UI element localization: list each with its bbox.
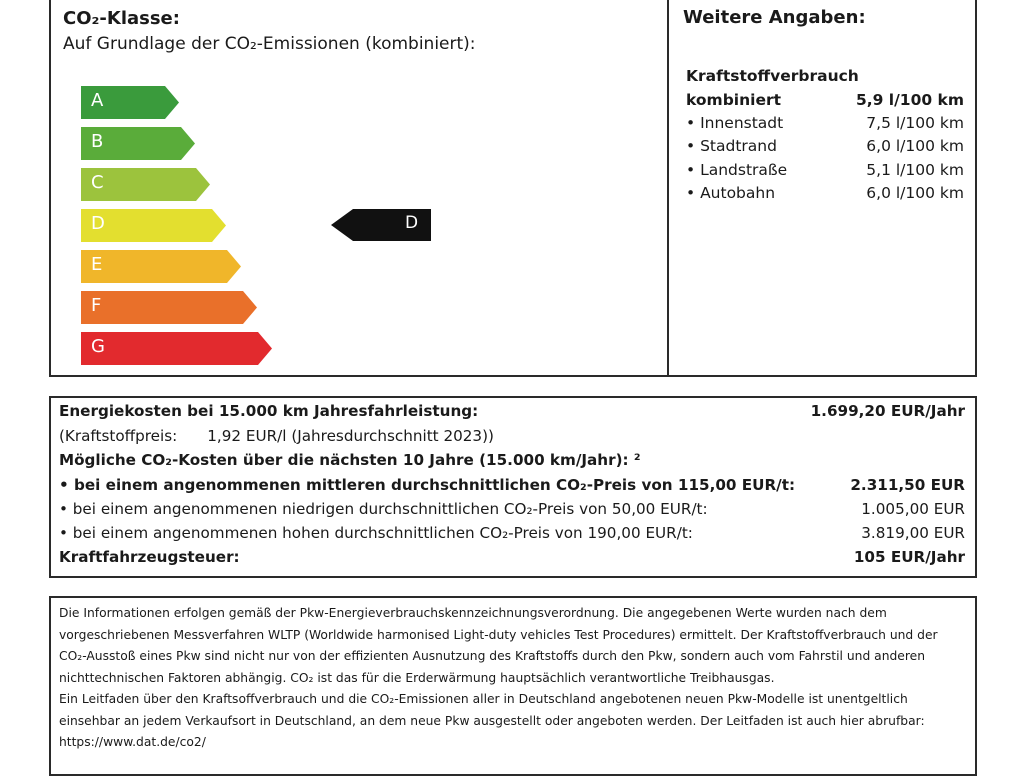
energy-costs-row: [59, 402, 965, 420]
legal-note-paragraph: Ein Leitfaden über den Kraftsoffverbrauch und die CO₂-Emissionen aller in Deutschland angebotenen neuen Pkw-Modelle ist unentgeltlich einsehbar an jedem Verkaufsort in Deutschland, an dem neue Pkw ausgestellt oder angeboten werden. Der Leitfaden ist auch hier abrufbar: https://www.dat.de/co2/: [59, 692, 925, 749]
co2-cost-mid-row: [59, 476, 965, 494]
co2-class-bar-f: [81, 291, 257, 324]
co2-class-letter: B: [91, 131, 104, 152]
co2-class-bar-e: [81, 250, 241, 283]
fuel-row-label: • Autobahn: [686, 184, 776, 202]
co2-class-letter: A: [91, 90, 104, 111]
energy-costs-label: Energiekosten bei 15.000 km Jahresfahrleistung:: [59, 402, 479, 420]
co2-cost-mid-label: • bei einem angenommenen mittleren durchschnittlichen CO₂-Preis von 115,00 EUR/t:: [59, 476, 796, 494]
co2-cost-high-row: [59, 524, 965, 542]
co2-class-letter: F: [91, 295, 102, 316]
legal-note-panel: [49, 596, 977, 776]
arrow-bar-icon: [81, 332, 272, 365]
vehicle-tax-row: [59, 548, 965, 566]
co2-class-bar-a: [81, 86, 179, 119]
co2-class-subtitle: Auf Grundlage der CO₂-Emissionen (kombiniert):: [63, 34, 476, 54]
co2-cost-high-value: 3.819,00 EUR: [861, 524, 965, 542]
co2-class-panel: [49, 0, 669, 377]
co2-cost-high-label: • bei einem angenommenen hohen durchschnittlichen CO₂-Preis von 190,00 EUR/t:: [59, 524, 693, 542]
vehicle-tax-value: 105 EUR/Jahr: [853, 548, 965, 566]
arrow-bar-icon: [81, 250, 241, 283]
current-class-letter: D: [405, 213, 419, 233]
fuel-row-value: 5,1 l/100 km: [866, 161, 964, 179]
fuel-price-value: 1,92 EUR/l (Jahresdurchschnitt 2023)): [207, 427, 494, 445]
co2-costs-heading-row: [59, 451, 965, 469]
fuel-row-value: 6,0 l/100 km: [866, 137, 964, 155]
fuel-combined-row: [686, 91, 964, 109]
fuel-row-value: 7,5 l/100 km: [866, 114, 964, 132]
further-info-title: Weitere Angaben:: [683, 7, 866, 28]
arrow-bar-icon: [81, 291, 257, 324]
co2-class-letter: G: [91, 336, 105, 357]
fuel-price-label: (Kraftstoffpreis:: [59, 427, 178, 445]
current-class-marker: [331, 209, 431, 241]
fuel-row-label: • Stadtrand: [686, 137, 777, 155]
co2-class-bar-d: [81, 209, 226, 242]
co2-class-bar-b: [81, 127, 195, 160]
co2-class-bar-g: [81, 332, 272, 365]
further-info-panel: [667, 0, 977, 377]
co2-class-letter: E: [91, 254, 103, 275]
costs-panel: [49, 396, 977, 578]
fuel-combined-value: 5,9 l/100 km: [855, 91, 964, 109]
co2-cost-low-row: [59, 500, 965, 518]
fuel-row-label: • Landstraße: [686, 161, 788, 179]
fuel-row: [686, 114, 964, 132]
vehicle-tax-label: Kraftfahrzeugsteuer:: [59, 548, 240, 566]
co2-class-letter: D: [91, 213, 105, 234]
fuel-row: [686, 161, 964, 179]
fuel-row-value: 6,0 l/100 km: [866, 184, 964, 202]
fuel-row: [686, 184, 964, 202]
co2-class-bar-c: [81, 168, 210, 201]
co2-cost-low-value: 1.005,00 EUR: [861, 500, 965, 518]
fuel-consumption-heading: Kraftstoffverbrauch: [686, 67, 859, 85]
legal-note-paragraph: Die Informationen erfolgen gemäß der Pkw-Energieverbrauchskennzeichnungsverordnung. Die angegebenen Werte wurden nach dem vorgeschriebenen Messverfahren WLTP (Worldwide harmonised Light-duty vehicles Test Procedures) ermittelt. Der Kraftstoffverbrauch und der CO₂-Ausstoß eines Pkw sind nicht nur von der effizienten Ausnutzung des Kraftstoffs durch den Pkw, sondern auch vom Fahrstil und anderen nichttechnischen Faktoren abhängig. CO₂ ist das für die Erderwärmung hauptsächlich verantwortliche Treibhausgas.: [59, 606, 938, 685]
co2-cost-low-label: • bei einem angenommenen niedrigen durchschnittlichen CO₂-Preis von 50,00 EUR/t:: [59, 500, 708, 518]
fuel-row: [686, 137, 964, 155]
fuel-combined-label: kombiniert: [686, 91, 782, 109]
fuel-row-label: • Innenstadt: [686, 114, 784, 132]
co2-class-title: CO₂-Klasse:: [63, 8, 180, 29]
co2-costs-heading: Mögliche CO₂-Kosten über die nächsten 10 Jahre (15.000 km/Jahr): ²: [59, 451, 641, 469]
energy-costs-value: 1.699,20 EUR/Jahr: [810, 402, 965, 420]
fuel-price-row: [59, 427, 494, 445]
co2-class-letter: C: [91, 172, 104, 193]
legal-note: [59, 603, 969, 754]
co2-cost-mid-value: 2.311,50 EUR: [850, 476, 965, 494]
